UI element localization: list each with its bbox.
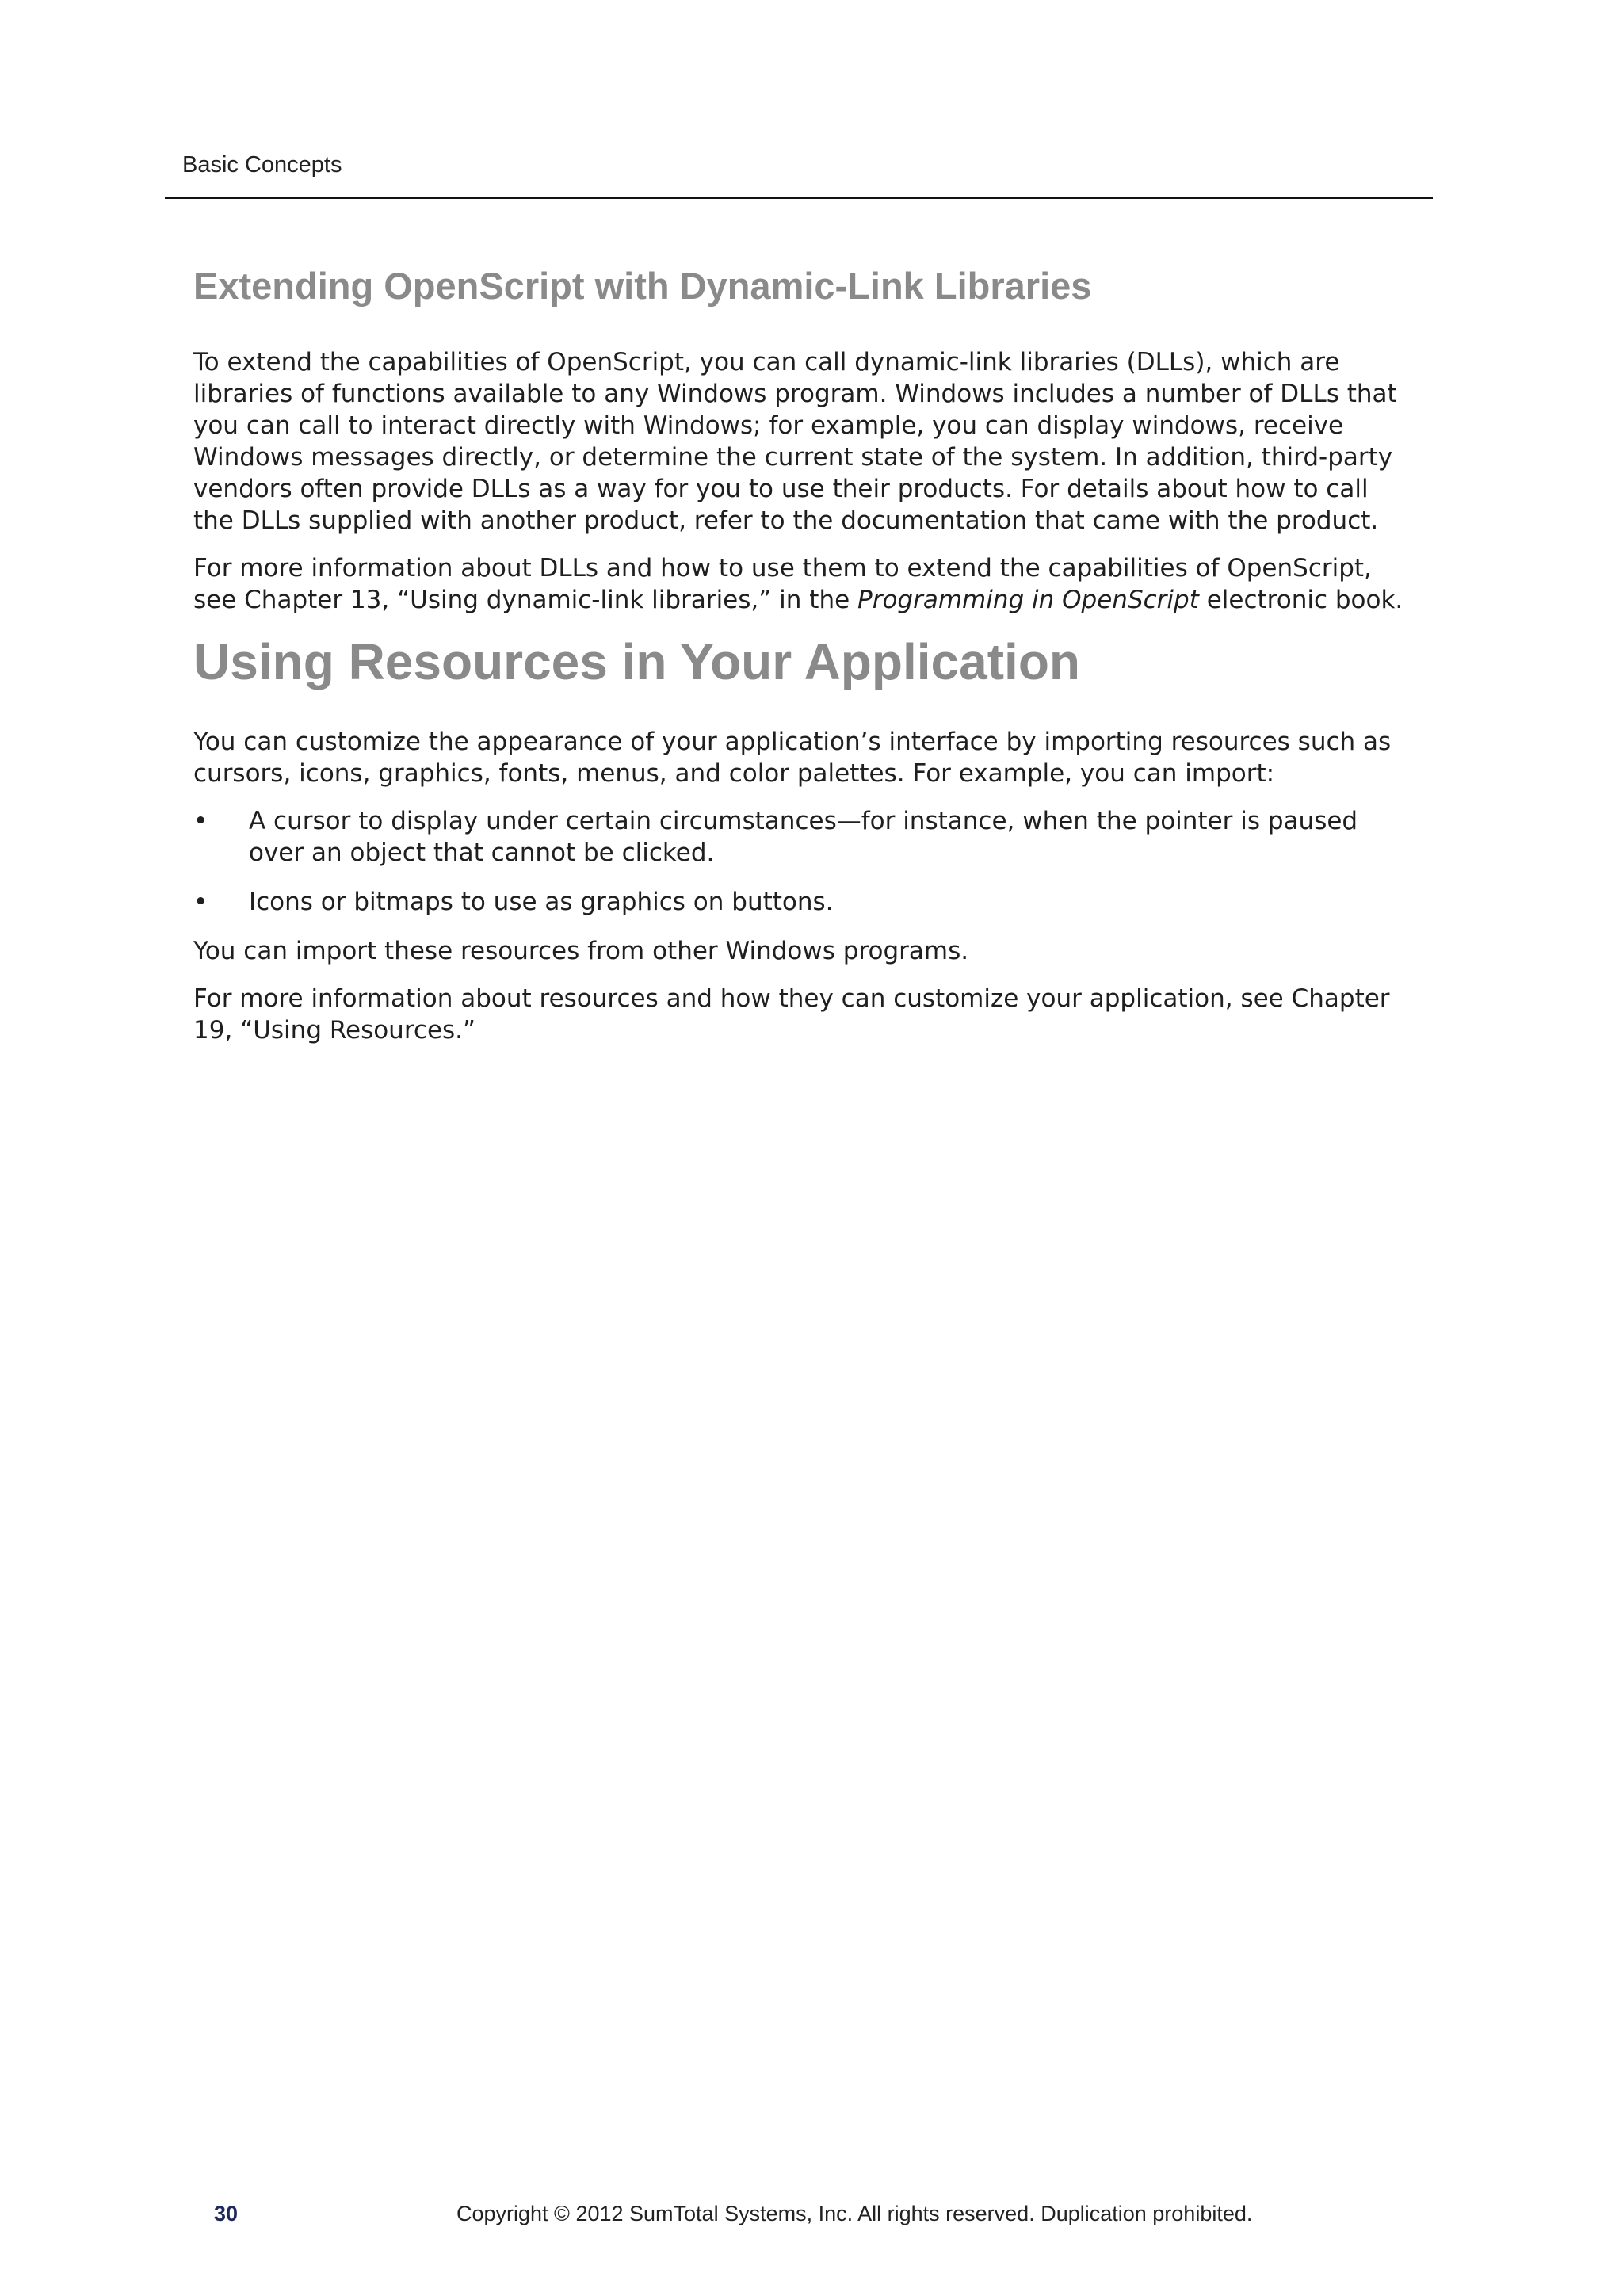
header-divider xyxy=(165,197,1433,199)
page-number: 30 xyxy=(214,2202,239,2225)
resource-bullet-list xyxy=(193,805,1430,918)
paragraph-dll-intro: To extend the capabilities of OpenScript, you can call dynamic-link libraries (DLLs), which are libraries of functions available to any Windows program. Windows includes a number of DLLs that you can call to interact directly with Windows; for example, you can display windows, receive Windows messages directly, or determine the current state of the system. In addition, third-party vendors often provide DLLs as a way for you to use their products. For details about how to call the DLLs supplied with another product, refer to the documentation that came with the product. xyxy=(193,348,1397,536)
paragraph-resources-more-info: For more information about resources and how they can customize your application, see Chapter 19, “Using Resources.” xyxy=(193,984,1390,1045)
copyright-notice: Copyright © 2012 SumTotal Systems, Inc. All rights reserved. Duplication prohibited. xyxy=(456,2202,1253,2225)
bullet-icon: • xyxy=(193,887,208,916)
book-title: Programming in OpenScript xyxy=(857,586,1199,615)
list-item-text: Icons or bitmaps to use as graphics on buttons. xyxy=(249,887,834,916)
list-item xyxy=(193,805,1430,869)
paragraph-dll-more-info-tail: electronic book. xyxy=(1198,586,1403,615)
paragraph-resources-import: You can import these resources from other Windows programs. xyxy=(193,936,969,965)
section-heading-dll: Extending OpenScript with Dynamic-Link Libraries xyxy=(193,265,1092,307)
list-item xyxy=(193,886,1430,918)
list-item-text: A cursor to display under certain circumstances—for instance, when the pointer is paused over an object that cannot be clicked. xyxy=(249,806,1358,867)
paragraph-dll-more-info xyxy=(193,552,1430,616)
running-header: Basic Concepts xyxy=(182,152,342,178)
section-heading-resources: Using Resources in Your Application xyxy=(193,633,1080,691)
paragraph-resources-intro: You can customize the appearance of your application’s interface by importing resources such as cursors, icons, graphics, fonts, menus, and color palettes. For example, you can import: xyxy=(193,727,1392,788)
paragraph-dll-more-info-text: For more information about DLLs and how to use them to extend the capabilities of OpenScript, see Chapter 13, “Using dynamic-link libraries,” in the xyxy=(193,554,1372,615)
page-content xyxy=(193,262,1430,1062)
bullet-icon: • xyxy=(193,806,208,835)
